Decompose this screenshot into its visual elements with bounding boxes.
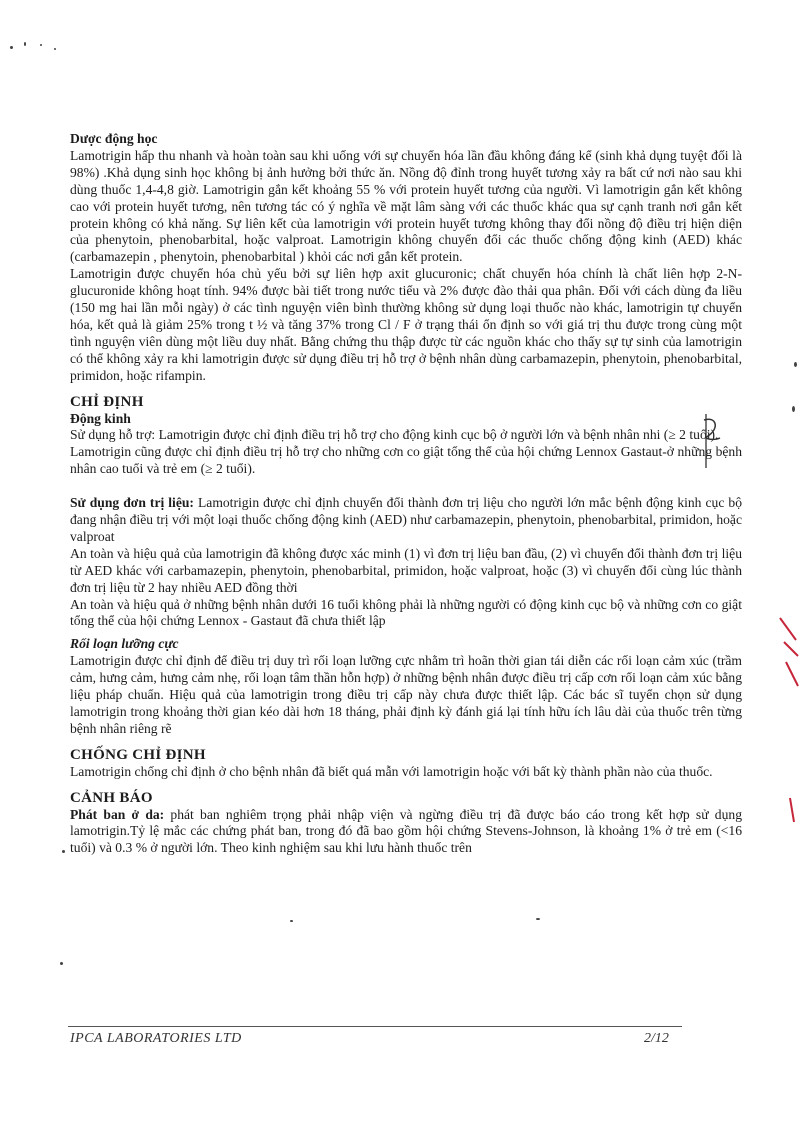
bipolar-heading: Rối loạn lưỡng cực: [70, 636, 179, 652]
rash-label: Phát ban ở da:: [70, 806, 165, 822]
handwritten-signature-mark: [690, 410, 730, 470]
red-margin-mark: [784, 796, 798, 826]
scan-speck: [40, 44, 42, 46]
rash-paragraph: [70, 807, 742, 858]
footer-company: IPCA LABORATORIES LTD: [70, 1031, 242, 1046]
footer-page-number: 2/12: [644, 1031, 669, 1046]
scan-speck: [10, 46, 13, 49]
contraindications-heading: CHỐNG CHỈ ĐỊNH: [70, 746, 206, 763]
scan-speck: [290, 920, 293, 922]
indications-heading: CHỈ ĐỊNH: [70, 393, 144, 410]
monotherapy-text: Lamotrigin được chỉ định chuyển đổi thành đơn trị liệu cho người lớn mắc bệnh động kinh cục bộ đang nhận điều trị với một loại thuốc chống động kinh (AED) như carbamazepin, phenytoin, phenobarbital, primidon, hoặc valproat: [70, 495, 742, 544]
scan-speck: [62, 850, 65, 853]
bipolar-paragraph: Lamotrigin được chỉ định để điều trị duy trì rối loạn lưỡng cực nhằm trì hoãn thời gian tái diễn các rối loạn cảm xúc (trầm cảm, hưng cảm, hưng cảm nhẹ, rối loạn tâm thần hỗn hợp) ở những bệnh nhân được điều trị cấp cơn rối loạn cảm xúc bằng liệu pháp chuẩn. Hiệu quả của lamotrigin trong điều trị cấp này chưa được thiết lập. Các bác sĩ tuyển chọn sử dụng lamotrigin trong khoảng thời gian kéo dài hơn 18 tháng, phải định kỳ đánh giá lại tính hữu ích lâu dài của thuốc trên từng bệnh nhân riêng rẽ: [70, 653, 742, 736]
pharmacokinetics-paragraph-1: Lamotrigin hấp thu nhanh và hoàn toàn sau khi uống với sự chuyển hóa lần đầu không đáng kể (sinh khả dụng tuyệt đối là 98%) .Khả dụng sinh học không bị ảnh hưởng bởi thức ăn. Nồng độ đỉnh trong huyết tương xảy ra bất cứ nơi nào sau khi dùng thuốc 1,4-4,8 giờ. Lamotrigin gắn kết khoảng 55 % với protein huyết tương của người. Vì lamotrigin gắn kết không cao với protein huyết tương, nên tương tác có ý nghĩa về mặt lâm sàng với các thuốc khác qua sự cạnh tranh nơi gắn kết protein không có khả năng. Sự liên kết của lamotrigin với protein huyết tương không thay đổi nồng độ điều trị hiện diện của phenytoin, phenobarbital, hoặc valproat. Lamotrigin không chuyển đổi các thuốc chống động kinh (AED) khác (carbamazepin , phenytoin, phenobarbital ) khỏi các nơi gắn kết protein.: [70, 147, 742, 265]
monotherapy-paragraph-1: [70, 495, 742, 546]
rash-text: phát ban nghiêm trọng phải nhập viện và ngừng điều trị đã được báo cáo trong kết hợp sử dụng lamotrigin.Tỷ lệ mắc các chứng phát ban, trong đó đã bao gồm hội chứng Stevens-Johnson, là khoảng 1% ở trẻ em (<16 tuổi) và 0.3 % ở người lớn. Theo kinh nghiệm sau khi lưu hành thuốc trên: [70, 806, 742, 856]
monotherapy-paragraph-2: An toàn và hiệu quả của lamotrigin đã không được xác minh (1) vì đơn trị liệu ban đầu, (2) vì chuyển đổi thành đơn trị liệu từ AED khác với carbamazepin, phenytoin, phenobarbital, primidon, hoặc valproat, hoặc (3) vì chuyển đổi cùng lúc thành đơn trị liệu từ 2 hay nhiều AED đồng thời: [70, 545, 742, 595]
warnings-heading: CẢNH BÁO: [70, 789, 153, 806]
pharmacokinetics-paragraph-2: Lamotrigin được chuyển hóa chủ yếu bởi sự liên hợp axit glucuronic; chất chuyển hóa chính là chất liên hợp 2-N-glucuronide không hoạt tính. 94% được bài tiết trong nước tiểu và 2% được đào thải qua phân. Đối với cách dùng đa liều (150 mg hai lần mỗi ngày) ở các tình nguyện viên bình thường không sử dụng loại thuốc nào khác, lamotrigin tự chuyển hóa, kết quả là giảm 25% trong t ½ và tăng 37% trong Cl / F ở trạng thái ổn định so với giá trị thu được trong cùng một tình nguyện viên dùng một liều duy nhất. Bằng chứng thu thập được từ các nguồn khác cho thấy sự tự sinh của lamotrigin có thể không xảy ra khi lamotrigin được sử dụng điều trị hỗ trợ ở bệnh nhân dùng carbamazepin, phenytoin, phenobarbital, primidon, hoặc rifampin.: [70, 266, 742, 383]
monotherapy-paragraph-3: An toàn và hiệu quả ở những bệnh nhân dưới 16 tuổi không phải là những người có động kinh cục bộ và những cơn co giật tổng thể của hội chứng Lennox - Gastaut đã chưa thiết lập: [70, 596, 742, 629]
pharmacokinetics-heading: Dược động học: [70, 131, 158, 146]
footer-divider: [68, 1026, 682, 1027]
red-margin-mark: [776, 612, 800, 692]
epilepsy-heading: Động kinh: [70, 410, 131, 426]
document-body: [70, 131, 742, 857]
scan-speck: [24, 42, 26, 46]
spacer: [70, 478, 742, 495]
scan-speck: [60, 962, 63, 965]
epilepsy-paragraph-1: Sử dụng hỗ trợ: Lamotrigin được chỉ định điều trị hỗ trợ cho động kinh cục bộ ở người lớn và bệnh nhân nhi (≥ 2 tuổi).: [70, 427, 719, 443]
scan-speck: [792, 406, 795, 412]
contraindications-paragraph: Lamotrigin chống chỉ định ở cho bệnh nhân đã biết quá mẫn với lamotrigin hoặc với bất kỳ thành phần nào của thuốc.: [70, 763, 713, 779]
scan-speck: [794, 362, 797, 367]
monotherapy-label: Sử dụng đơn trị liệu:: [70, 495, 194, 511]
scan-speck: [54, 48, 56, 50]
epilepsy-paragraph-2: Lamotrigin cũng được chỉ định điều trị hỗ trợ cho những cơn co giật tổng thể của hội chứng Lennox Gastaut-ở những bệnh nhân cao tuổi và trẻ em (≥ 2 tuổi).: [70, 444, 742, 477]
scan-speck: [536, 918, 540, 920]
